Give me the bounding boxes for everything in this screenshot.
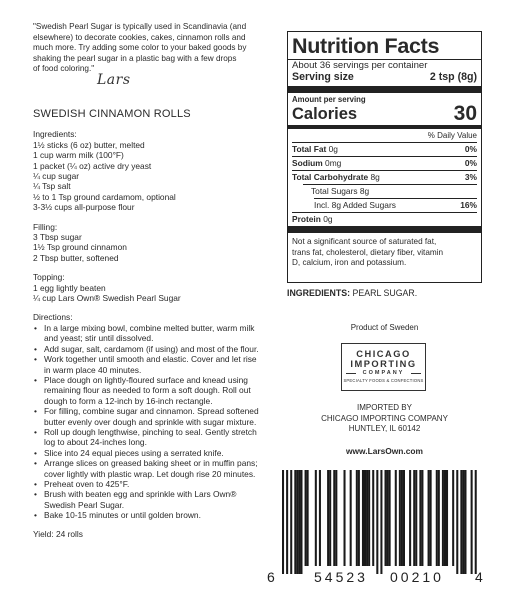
barcode-bar (395, 470, 397, 566)
barcode-bar (366, 470, 368, 566)
direction-step (33, 354, 265, 375)
importer-line: CHICAGO IMPORTING COMPANY (321, 413, 448, 423)
barcode-bar (282, 470, 284, 574)
barcode-bar (307, 470, 309, 566)
importer-line: HUNTLEY, IL 60142 (348, 424, 421, 433)
barcode-bar (305, 470, 307, 566)
sodium-label: Sodium (292, 158, 323, 168)
note-line: of food coloring." (33, 64, 95, 74)
topping-list (33, 283, 265, 304)
barcode-bar (389, 470, 391, 566)
recipe-column (33, 22, 265, 539)
direction-line: • Bake 10-15 minutes or until golden brown. (44, 510, 201, 521)
added-sugars-row (314, 198, 477, 212)
list-item: 3-3½ cups all-purpose flour (33, 202, 135, 213)
thick-divider (288, 86, 481, 93)
direction-step (33, 323, 265, 344)
barcode-bar (372, 470, 374, 566)
total-fat-label: Total Fat (292, 144, 327, 154)
direction-line: • Preheat oven to 425°F. (44, 478, 130, 489)
ingredients-statement (287, 288, 417, 298)
sodium-amount: 0mg (325, 158, 342, 168)
footnote-line: trans fat, cholesterol, dietary fiber, vitamin (292, 247, 444, 257)
recipe-yield: Yield: 24 rolls (33, 528, 83, 539)
topping-heading: Topping: (33, 272, 65, 283)
nutrition-title: Nutrition Facts (292, 34, 440, 58)
logo-line-chicago: CHICAGO (356, 349, 411, 359)
nutrition-facts-panel (287, 31, 482, 283)
barcode-bar (300, 470, 302, 574)
direction-line: • Roll up dough lengthwise, pinching to seal. Gently stretch (44, 426, 257, 437)
barcode-bar (452, 470, 454, 566)
ingredients-list (33, 140, 265, 213)
barcode-bar (362, 470, 364, 566)
sodium-dv: 0% (464, 158, 477, 168)
barcode-right-digits: 00210 (390, 569, 444, 585)
barcode-bar (327, 470, 329, 566)
direction-step (33, 479, 265, 489)
list-item: 1 cup warm milk (100°F) (33, 150, 124, 161)
logo-line-company: COMPANY (342, 369, 425, 377)
barcode-last-digit: 4 (475, 569, 483, 585)
carbohydrate-amount: 8g (370, 172, 380, 182)
barcode-bar (380, 470, 382, 574)
barcode-bar (419, 470, 421, 566)
direction-line: butter evenly over dough and sprinkle with sugar mixture. (44, 416, 257, 427)
note-line: much more. Try adding some color to your baked goods by (33, 43, 247, 53)
direction-line: cover lightly with plastic wrap. Let dough rise 20 minutes. (44, 468, 256, 479)
direction-line: • Add sugar, salt, cardamom (if using) and most of the flour. (44, 343, 259, 354)
barcode-bar (464, 470, 466, 574)
list-item: 1 packet (¼ oz) active dry yeast (33, 160, 152, 171)
barcode-bar (475, 470, 477, 574)
protein-label: Protein (292, 214, 321, 224)
carbohydrate-dv: 3% (464, 172, 477, 182)
list-item: ½ to 1 Tsp ground cardamom, optional (33, 191, 176, 202)
barcode-bar (296, 470, 298, 574)
direction-step (33, 489, 265, 510)
carbohydrate-label: Total Carbohydrate (292, 172, 369, 182)
total-sugars: Total Sugars 8g (311, 186, 370, 196)
direction-line: dough to form a 12-inch by 16-inch rectangle. (44, 395, 213, 406)
barcode-bar (368, 470, 370, 566)
barcode-bar (376, 470, 378, 574)
calories-label: Calories (292, 105, 358, 123)
barcode-bar (294, 470, 296, 574)
website-url: www.LarsOwn.com (346, 446, 423, 456)
barcode-bar (430, 470, 432, 566)
footnote-line: Not a significant source of saturated fat, (292, 237, 437, 246)
barcode-bar (409, 470, 411, 566)
barcode-bar (462, 470, 464, 574)
barcode-bar (460, 470, 462, 574)
barcode-bar (364, 470, 366, 566)
barcode-bars (282, 470, 477, 574)
thick-divider (288, 226, 481, 233)
protein-row (292, 212, 477, 226)
barcode-bar (413, 470, 415, 566)
list-item: ¼ cup Lars Own® Swedish Pearl Sugar (33, 293, 181, 304)
direction-step (33, 448, 265, 458)
serving-size-row (292, 71, 477, 86)
list-item: 3 Tbsp sugar (33, 232, 82, 243)
daily-value-header: % Daily Value (427, 131, 477, 140)
added-sugars-dv: 16% (460, 200, 477, 210)
barcode-bar (442, 470, 444, 566)
barcode-bar (333, 470, 335, 566)
barcode-bar (421, 470, 423, 566)
barcode-bar (387, 470, 389, 566)
note-line: "Swedish Pearl Sugar is typically used in Scandinavia (and (33, 22, 247, 31)
logo-line-importing: IMPORTING (350, 359, 417, 369)
calories-row (292, 104, 477, 125)
barcode-bar (436, 470, 438, 566)
barcode-bar (456, 470, 458, 574)
barcode-graphic (264, 468, 488, 586)
direction-line: • Slice into 24 equal pieces using a serrated knife. (44, 447, 224, 458)
barcode-bar (286, 470, 288, 574)
barcode-bar (399, 470, 401, 566)
carbohydrate-text (292, 171, 380, 184)
barcode-bar (385, 470, 387, 566)
ingredients-heading: Ingredients: (33, 129, 77, 140)
list-item: 1½ Tsp ground cinnamon (33, 242, 127, 253)
list-item: ¼ Tsp salt (33, 181, 71, 192)
direction-line: • For filling, combine sugar and cinnamon. Spread softened (44, 406, 259, 417)
total-fat-text (292, 143, 338, 156)
direction-line: • Brush with beaten egg and sprinkle with Lars Own® (44, 489, 237, 500)
upc-barcode (264, 468, 488, 586)
carbohydrate-row (292, 170, 477, 184)
total-fat-dv: 0% (464, 144, 477, 154)
nutrition-footnote (292, 233, 477, 269)
direction-line: • Work together until smooth and elastic. Cover and let rise (44, 354, 257, 365)
barcode-left-digits: 54523 (314, 569, 368, 585)
direction-line: • Arrange slices on greased baking sheet or in muffin pans; (44, 458, 258, 469)
barcode-bar (471, 470, 473, 574)
barcode-bar (403, 470, 405, 566)
list-item: 2 Tbsp butter, softened (33, 252, 119, 263)
pearl-sugar-note (33, 22, 265, 75)
list-item: 1 egg lightly beaten (33, 282, 106, 293)
barcode-bar (319, 470, 321, 566)
direction-step (33, 510, 265, 520)
direction-step (33, 406, 265, 427)
barcode-first-digit: 6 (267, 569, 275, 585)
direction-step (33, 458, 265, 479)
directions-list (33, 323, 265, 521)
direction-line: Swedish Pearl Sugar. (44, 499, 125, 510)
direction-line: • In a large mixing bowl, combine melted butter, warm milk (44, 322, 255, 333)
barcode-bar (298, 470, 300, 574)
barcode-bar (401, 470, 403, 566)
barcode-bar (290, 470, 292, 574)
barcode-bar (329, 470, 331, 566)
barcode-bar (438, 470, 440, 566)
direction-step (33, 427, 265, 448)
total-sugars-row (303, 184, 477, 198)
total-fat-row (292, 142, 477, 156)
ingredients-text: PEARL SUGAR. (352, 288, 418, 298)
list-item: ¼ cup sugar (33, 171, 80, 181)
logo-line-tagline: SPECIALTY FOODS & CONFECTIONS (343, 378, 424, 383)
barcode-bar (315, 470, 317, 566)
direction-line: and yeast; stir until dissolved. (44, 333, 154, 344)
filling-list (33, 232, 265, 263)
footnote-line: D, calcium, iron and potassium. (292, 258, 407, 268)
importer-line: IMPORTED BY (357, 403, 412, 412)
ingredients-label: INGREDIENTS: (287, 288, 351, 298)
calories-value: 30 (453, 102, 477, 125)
importer-info (287, 403, 482, 435)
barcode-bar (335, 470, 337, 566)
direction-line: • Place dough on lightly-floured surface and knead using (44, 374, 248, 385)
barcode-bar (446, 470, 448, 566)
sodium-row (292, 156, 477, 170)
barcode-bar (356, 470, 358, 566)
barcode-bar (350, 470, 352, 566)
country-of-origin: Product of Sweden (350, 323, 419, 332)
direction-line: log to about 24-inches long. (44, 437, 147, 448)
barcode-bar (344, 470, 346, 566)
direction-line: in warm place 40 minutes. (44, 364, 142, 375)
amount-per-serving: Amount per serving (292, 95, 366, 104)
barcode-bar (358, 470, 360, 566)
note-line: shaking the pearl sugar in a plastic bag with a few drops (33, 53, 237, 63)
direction-step (33, 375, 265, 406)
note-line: elsewhere) to decorate cookies, cakes, cinnamon rolls and (33, 32, 246, 42)
barcode-bar (415, 470, 417, 566)
recipe-title: SWEDISH CINNAMON ROLLS (33, 107, 191, 120)
list-item: 1½ sticks (6 oz) butter, melted (33, 139, 145, 150)
chicago-importing-logo (341, 343, 426, 391)
barcode-bar (444, 470, 446, 566)
serving-size-label: Serving size (292, 71, 354, 83)
direction-step (33, 344, 265, 354)
protein-text (292, 213, 333, 226)
serving-size-value: 2 tsp (8g) (429, 71, 477, 83)
protein-amount: 0g (323, 214, 333, 224)
lars-signature: Lars (97, 71, 131, 88)
barcode-bar (428, 470, 430, 566)
servings-per-container: About 36 servings per container (292, 60, 428, 71)
added-sugars: Incl. 8g Added Sugars (314, 200, 396, 210)
sodium-text (292, 157, 341, 170)
filling-heading: Filling: (33, 221, 58, 232)
directions-heading: Directions: (33, 312, 73, 323)
total-fat-amount: 0g (328, 144, 338, 154)
direction-line: remaining flour as needed to form a soft dough. Roll out (44, 385, 251, 396)
